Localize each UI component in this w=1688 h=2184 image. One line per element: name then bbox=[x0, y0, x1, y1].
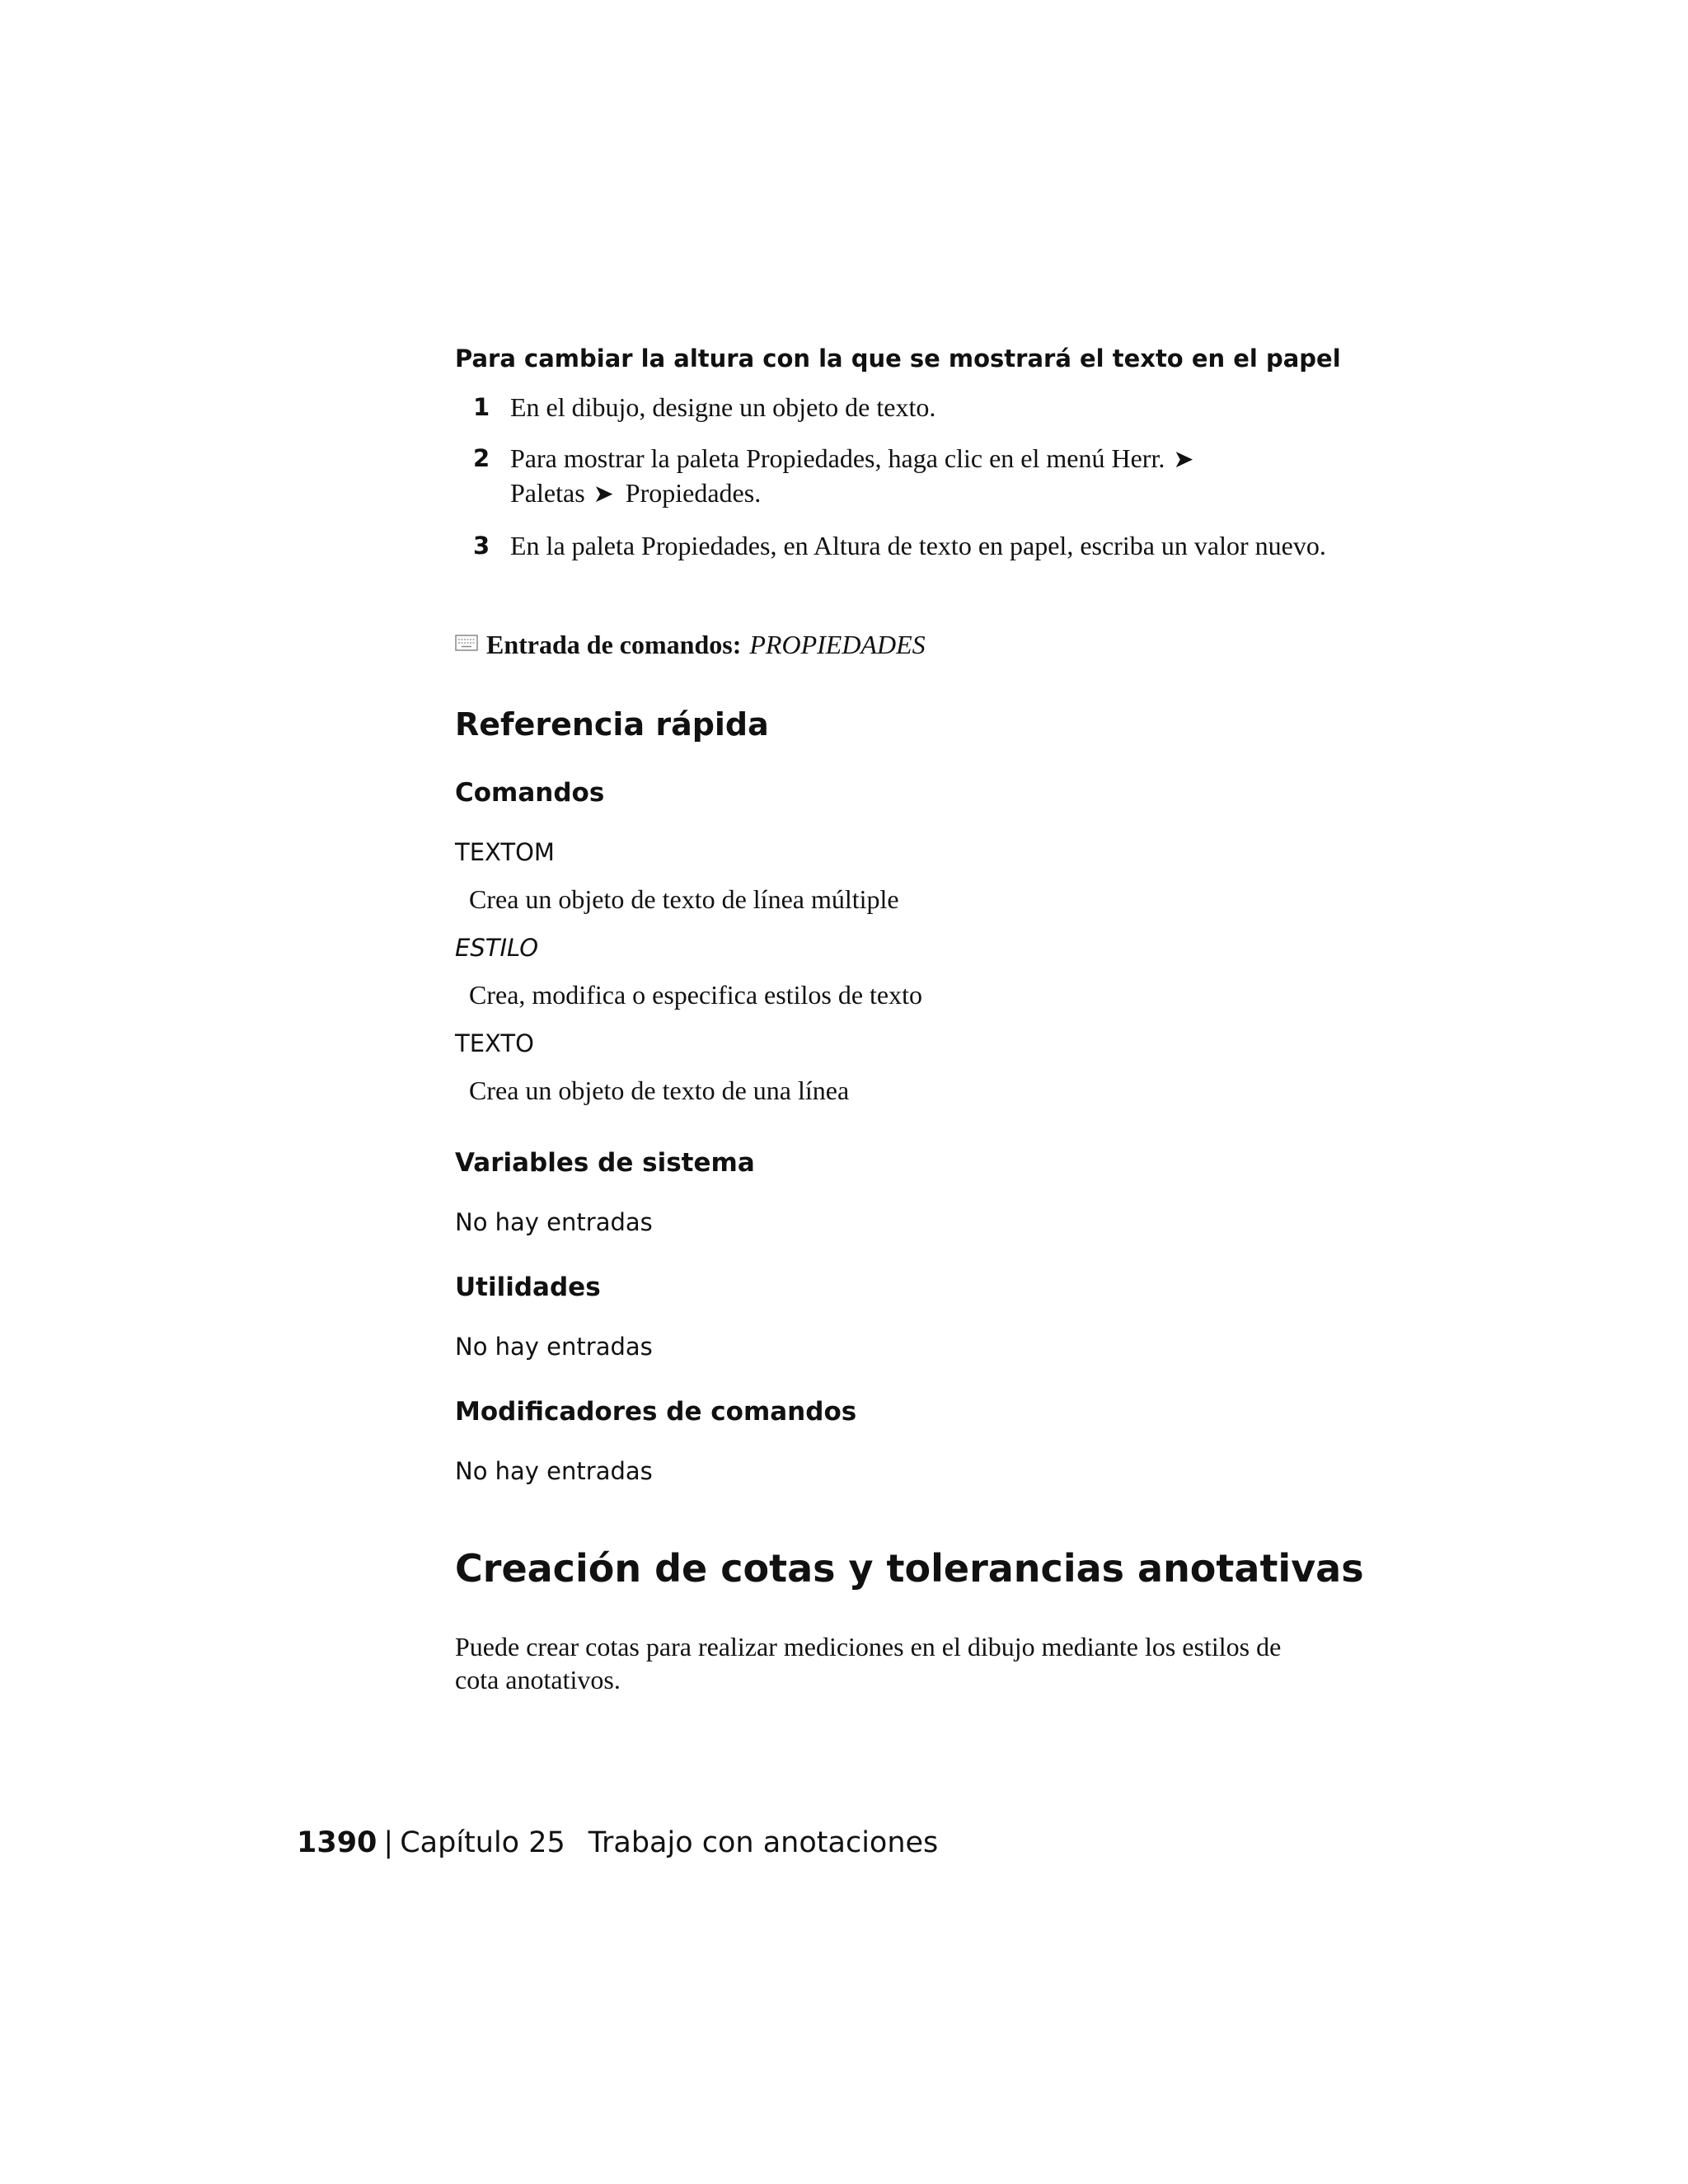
command-entry-value: PROPIEDADES bbox=[749, 630, 926, 659]
step-1 bbox=[455, 391, 1329, 424]
command-entry-label: Entrada de comandos: bbox=[486, 630, 742, 659]
command-name: TEXTOM bbox=[455, 838, 555, 866]
procedure-steps bbox=[455, 391, 1329, 580]
footer-separator: | bbox=[383, 1826, 394, 1859]
command-name: TEXTO bbox=[455, 1029, 534, 1057]
step-number: 3 bbox=[473, 532, 490, 560]
procedure-title: Para cambiar la altura con la que se mostrará el texto en el papel bbox=[455, 344, 1341, 373]
command-name: ESTILO bbox=[455, 934, 539, 962]
section-heading: Creación de cotas y tolerancias anotativas bbox=[455, 1546, 1364, 1591]
chapter-title: Trabajo con anotaciones bbox=[588, 1826, 939, 1859]
step-2 bbox=[455, 442, 1329, 511]
command-description: Crea un objeto de texto de línea múltiple bbox=[469, 884, 899, 914]
menu-arrow-icon: ➤ bbox=[1173, 446, 1194, 473]
utilities-heading: Utilidades bbox=[455, 1272, 601, 1302]
command-description: Crea un objeto de texto de una línea bbox=[469, 1076, 850, 1105]
command-entry bbox=[455, 630, 926, 660]
keyboard-icon bbox=[455, 635, 478, 651]
page-footer bbox=[297, 1826, 938, 1859]
step-text-part-a: Para mostrar la paleta Propiedades, haga clic en el menú Herr. bbox=[510, 443, 1165, 473]
step-text-part-b: Paletas bbox=[510, 478, 585, 508]
step-text: En la paleta Propiedades, en Altura de texto en papel, escriba un valor nuevo. bbox=[510, 531, 1326, 560]
utilities-text: No hay entradas bbox=[455, 1333, 653, 1361]
system-variables-heading: Variables de sistema bbox=[455, 1148, 755, 1178]
command-description: Crea, modifica o especifica estilos de texto bbox=[469, 980, 923, 1010]
command-modifiers-heading: Modificadores de comandos bbox=[455, 1397, 857, 1427]
page-number: 1390 bbox=[297, 1826, 377, 1859]
chapter-label: Capítulo 25 bbox=[400, 1826, 565, 1859]
section-paragraph: Puede crear cotas para realizar mediciones en el dibujo mediante los estilos de cota anotativos. bbox=[455, 1632, 1282, 1694]
menu-arrow-icon: ➤ bbox=[593, 480, 614, 508]
step-number: 2 bbox=[473, 444, 490, 472]
quick-reference-heading: Referencia rápida bbox=[455, 706, 769, 743]
step-text: En el dibujo, designe un objeto de texto. bbox=[510, 392, 936, 422]
command-modifiers-text: No hay entradas bbox=[455, 1457, 653, 1485]
step-3 bbox=[455, 529, 1329, 562]
system-variables-text: No hay entradas bbox=[455, 1208, 653, 1236]
step-text-part-c: Propiedades. bbox=[625, 478, 762, 508]
step-number: 1 bbox=[473, 393, 490, 421]
commands-heading: Comandos bbox=[455, 778, 605, 808]
